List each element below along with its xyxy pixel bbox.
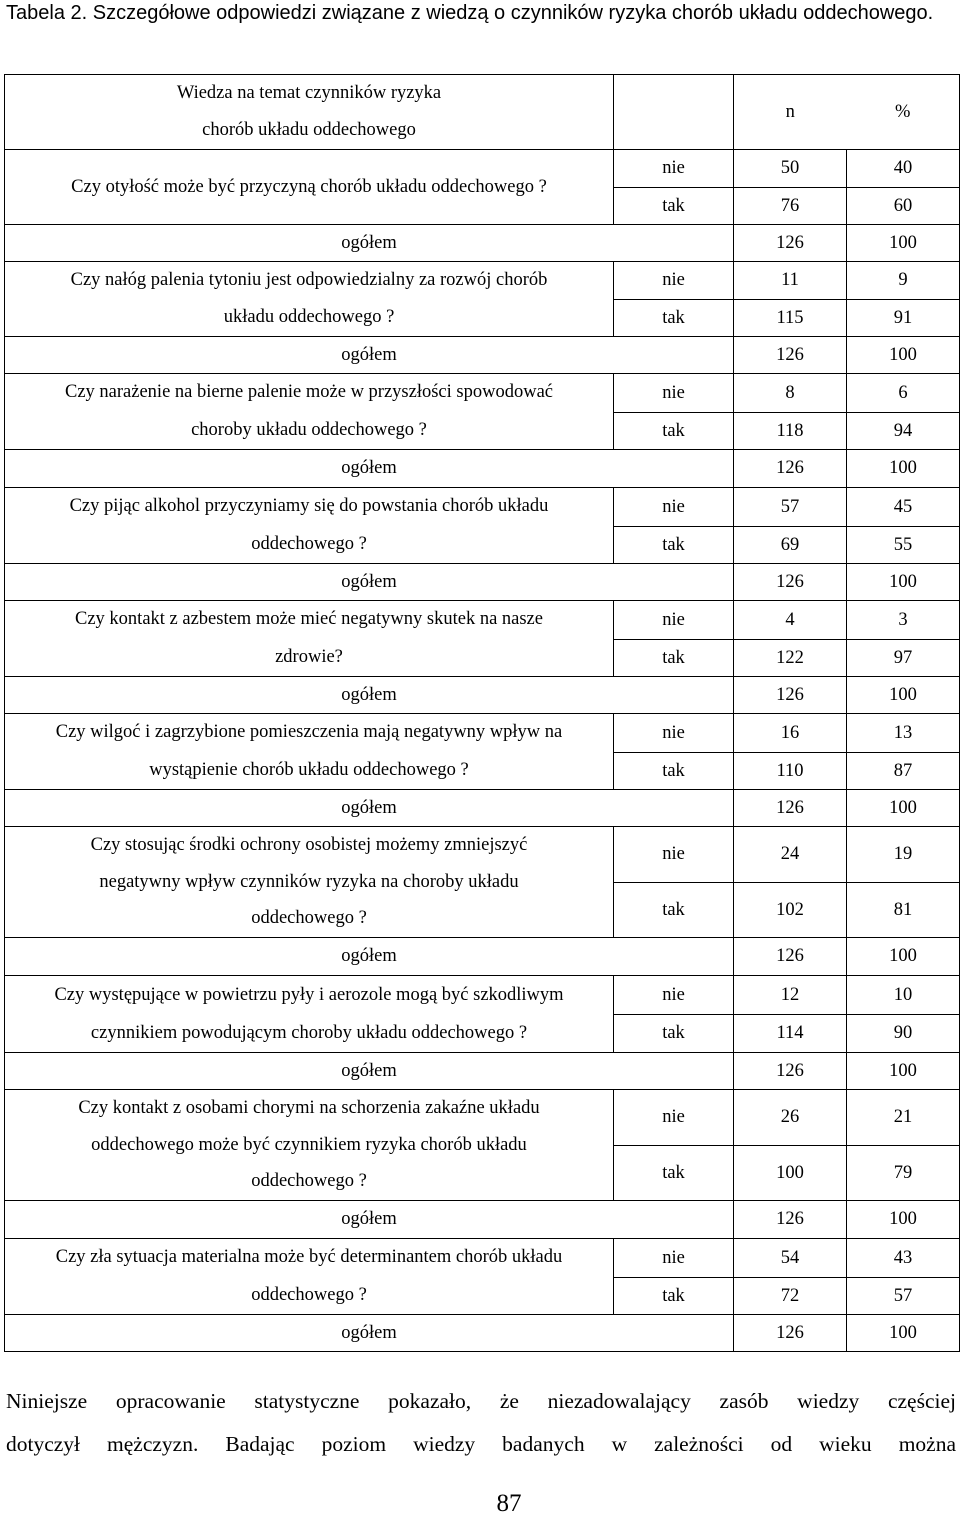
- answer-row: [5, 976, 960, 1015]
- total-n: 126: [734, 564, 847, 601]
- answer-label: tak: [614, 412, 734, 450]
- question-line: Czy nałóg palenia tytoniu jest odpowiedzialny za rozwój chorób: [70, 270, 548, 290]
- answer-label: tak: [614, 1014, 734, 1053]
- answer-percent: 43: [847, 1239, 960, 1278]
- question-line: zdrowie?: [275, 646, 343, 667]
- answer-n: 50: [734, 150, 847, 188]
- total-row: [5, 337, 960, 374]
- question-cell: [5, 1239, 614, 1315]
- question-cell: [5, 601, 614, 677]
- answer-row: [5, 488, 960, 527]
- answer-label: nie: [614, 262, 734, 300]
- question-line: oddechowego ?: [251, 533, 367, 554]
- answer-percent: 57: [847, 1277, 960, 1315]
- answer-percent: 19: [847, 827, 960, 883]
- total-n: 126: [734, 677, 847, 714]
- question-line: choroby układu oddechowego ?: [191, 419, 427, 440]
- answer-n: 114: [734, 1014, 847, 1053]
- question-line: oddechowego ?: [251, 1284, 367, 1305]
- answer-percent: 3: [847, 601, 960, 640]
- answer-percent: 79: [847, 1145, 960, 1201]
- answer-percent: 6: [847, 374, 960, 413]
- answer-n: 57: [734, 488, 847, 527]
- answer-row: [5, 1090, 960, 1146]
- answer-n: 16: [734, 714, 847, 753]
- question-line: Czy otyłość może być przyczyną chorób układu oddechowego ?: [71, 177, 547, 197]
- question-line: Czy występujące w powietrzu pyły i aerozole mogą być szkodliwym: [54, 985, 564, 1006]
- question-line: Czy kontakt z azbestem może mieć negatywny skutek na nasze: [75, 609, 543, 629]
- answer-percent: 40: [847, 150, 960, 188]
- answer-n: 54: [734, 1239, 847, 1278]
- total-label: ogółem: [5, 938, 734, 976]
- question-line: układu oddechowego ?: [223, 307, 395, 327]
- answer-label: nie: [614, 374, 734, 413]
- answer-label: tak: [614, 882, 734, 938]
- total-label: ogółem: [5, 1053, 734, 1090]
- answer-n: 69: [734, 526, 847, 564]
- question-cell: [5, 262, 614, 337]
- answer-label: tak: [614, 752, 734, 790]
- total-percent: 100: [847, 337, 960, 374]
- question-line: czynnikiem powodującym choroby układu oddechowego ?: [90, 1023, 528, 1044]
- total-row: [5, 790, 960, 827]
- answer-n: 26: [734, 1090, 847, 1146]
- answer-percent: 90: [847, 1014, 960, 1053]
- answer-n: 8: [734, 374, 847, 413]
- question-line: oddechowego ?: [251, 1171, 367, 1192]
- total-percent: 100: [847, 1201, 960, 1239]
- question-line: Czy pijąc alkohol przyczyniamy się do powstania chorób układu: [69, 496, 549, 516]
- total-percent: 100: [847, 1053, 960, 1090]
- answer-percent: 21: [847, 1090, 960, 1146]
- answer-n: 24: [734, 827, 847, 883]
- total-label: ogółem: [5, 564, 734, 601]
- total-row: [5, 564, 960, 601]
- answer-label: tak: [614, 639, 734, 677]
- answer-label: nie: [614, 1090, 734, 1146]
- answer-n: 118: [734, 412, 847, 450]
- header-knowledge-line: chorób układu oddechowego: [202, 120, 416, 140]
- answer-n: 122: [734, 639, 847, 677]
- knowledge-table: [4, 74, 960, 1352]
- answer-label: nie: [614, 150, 734, 188]
- answer-percent: 9: [847, 262, 960, 300]
- total-label: ogółem: [5, 677, 734, 714]
- total-n: 126: [734, 337, 847, 374]
- header-empty: [614, 75, 734, 150]
- question-line: oddechowego może być czynnikiem ryzyka chorób układu: [91, 1134, 527, 1155]
- total-percent: 100: [847, 790, 960, 827]
- header-percent: %: [847, 75, 960, 150]
- question-line: oddechowego ?: [251, 908, 367, 929]
- question-cell: [5, 976, 614, 1053]
- total-percent: 100: [847, 1315, 960, 1352]
- table-caption: Tabela 2. Szczegółowe odpowiedzi związane z wiedzą o czynników ryzyka chorób układu oddechowego.: [6, 2, 934, 24]
- total-row: [5, 225, 960, 262]
- total-percent: 100: [847, 677, 960, 714]
- total-percent: 100: [847, 564, 960, 601]
- answer-row: [5, 714, 960, 753]
- total-label: ogółem: [5, 790, 734, 827]
- total-label: ogółem: [5, 1201, 734, 1239]
- answer-percent: 91: [847, 299, 960, 337]
- answer-percent: 81: [847, 882, 960, 938]
- total-n: 126: [734, 1315, 847, 1352]
- answer-row: [5, 1239, 960, 1278]
- page-number: 87: [496, 1490, 522, 1517]
- answer-n: 11: [734, 262, 847, 300]
- total-row: [5, 677, 960, 714]
- answer-n: 12: [734, 976, 847, 1015]
- total-n: 126: [734, 1053, 847, 1090]
- answer-label: nie: [614, 488, 734, 527]
- total-percent: 100: [847, 225, 960, 262]
- answer-percent: 97: [847, 639, 960, 677]
- answer-label: nie: [614, 1239, 734, 1278]
- total-row: [5, 1053, 960, 1090]
- body-paragraph-line: Niniejsze opracowanie statystyczne pokazało, że niezadowalający zasób wiedzy częściej: [6, 1389, 956, 1413]
- question-line: Czy zła sytuacja materialna może być determinantem chorób układu: [55, 1247, 563, 1268]
- answer-n: 102: [734, 882, 847, 938]
- total-label: ogółem: [5, 225, 734, 262]
- answer-label: nie: [614, 601, 734, 640]
- total-row: [5, 938, 960, 976]
- question-cell: [5, 374, 614, 450]
- total-label: ogółem: [5, 1315, 734, 1352]
- total-row: [5, 450, 960, 488]
- question-cell: [5, 150, 614, 225]
- question-cell: [5, 714, 614, 790]
- answer-label: tak: [614, 526, 734, 564]
- answer-percent: 60: [847, 187, 960, 225]
- answer-n: 4: [734, 601, 847, 640]
- body-paragraph-line: dotyczył mężczyzn. Badając poziom wiedzy badanych w zależności od wieku można: [6, 1432, 956, 1456]
- total-label: ogółem: [5, 450, 734, 488]
- question-cell: [5, 827, 614, 938]
- answer-percent: 94: [847, 412, 960, 450]
- answer-label: nie: [614, 714, 734, 753]
- answer-row: [5, 150, 960, 188]
- answer-label: tak: [614, 187, 734, 225]
- total-n: 126: [734, 938, 847, 976]
- answer-label: tak: [614, 1145, 734, 1201]
- answer-percent: 10: [847, 976, 960, 1015]
- header-knowledge-line: Wiedza na temat czynników ryzyka: [176, 83, 442, 103]
- answer-n: 115: [734, 299, 847, 337]
- question-line: negatywny wpływ czynników ryzyka na choroby układu: [99, 871, 519, 892]
- answer-label: tak: [614, 1277, 734, 1315]
- total-percent: 100: [847, 938, 960, 976]
- total-n: 126: [734, 790, 847, 827]
- total-n: 126: [734, 225, 847, 262]
- total-percent: 100: [847, 450, 960, 488]
- answer-label: tak: [614, 299, 734, 337]
- answer-n: 76: [734, 187, 847, 225]
- total-row: [5, 1201, 960, 1239]
- question-cell: [5, 1090, 614, 1201]
- answer-percent: 13: [847, 714, 960, 753]
- answer-row: [5, 374, 960, 413]
- answer-n: 110: [734, 752, 847, 790]
- header-knowledge: [5, 75, 614, 150]
- question-line: wystąpienie chorób układu oddechowego ?: [149, 759, 469, 780]
- total-n: 126: [734, 450, 847, 488]
- question-cell: [5, 488, 614, 564]
- table-header-row: [5, 75, 960, 150]
- answer-row: [5, 827, 960, 883]
- question-line: Czy wilgoć i zagrzybione pomieszczenia mają negatywny wpływ na: [55, 722, 563, 742]
- answer-label: nie: [614, 976, 734, 1015]
- answer-percent: 87: [847, 752, 960, 790]
- answer-percent: 45: [847, 488, 960, 527]
- answer-percent: 55: [847, 526, 960, 564]
- answer-row: [5, 601, 960, 640]
- question-line: Czy kontakt z osobami chorymi na schorzenia zakaźne układu: [78, 1098, 540, 1119]
- answer-label: nie: [614, 827, 734, 883]
- total-n: 126: [734, 1201, 847, 1239]
- question-line: Czy stosując środki ochrony osobistej możemy zmniejszyć: [90, 835, 528, 855]
- answer-n: 100: [734, 1145, 847, 1201]
- total-row: [5, 1315, 960, 1352]
- header-n: n: [734, 75, 847, 150]
- answer-n: 72: [734, 1277, 847, 1315]
- question-line: Czy narażenie na bierne palenie może w przyszłości spowodować: [65, 382, 553, 402]
- total-label: ogółem: [5, 337, 734, 374]
- answer-row: [5, 262, 960, 300]
